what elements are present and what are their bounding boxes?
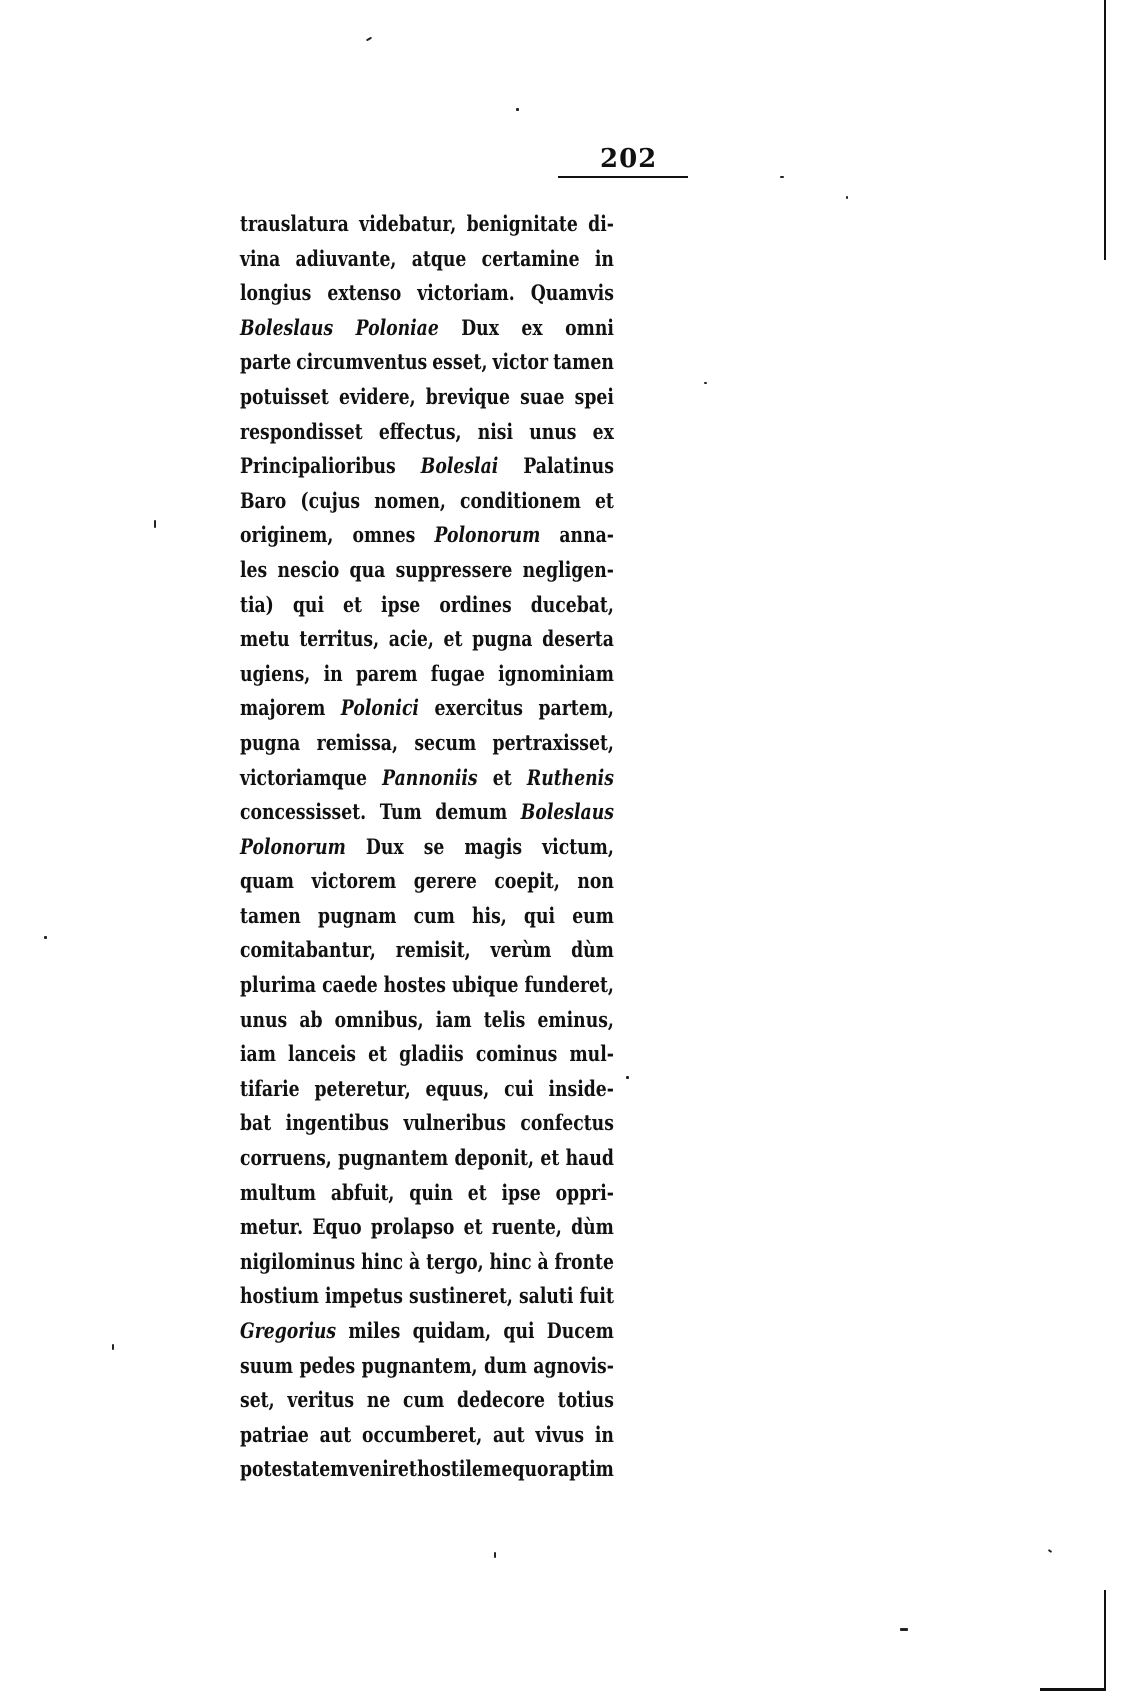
word: trauslatura	[240, 211, 349, 236]
word: exercitus	[434, 695, 523, 721]
word: dedecore	[457, 1387, 546, 1413]
word: telis	[483, 1006, 526, 1032]
word: magis	[464, 833, 523, 859]
word: in	[594, 245, 614, 271]
word: Quamvis	[530, 280, 614, 306]
text-line	[240, 345, 614, 380]
text-line	[240, 207, 614, 242]
word: equus,	[425, 1075, 490, 1101]
word: et	[343, 591, 362, 617]
word: hinc	[489, 1248, 532, 1274]
word: caede	[322, 972, 378, 998]
word: occumberet,	[362, 1421, 483, 1447]
word: mul-	[569, 1041, 614, 1067]
word: ruente,	[491, 1214, 562, 1240]
word: in	[323, 660, 343, 686]
word: oppri-	[555, 1179, 614, 1205]
word: aut	[492, 1421, 525, 1447]
word: deponit,	[454, 1145, 535, 1171]
word: atque	[411, 245, 467, 271]
word: Principalioribus	[240, 453, 396, 479]
text-line	[240, 864, 614, 899]
word: pugnantem,	[361, 1352, 478, 1378]
word: adiuvante,	[295, 245, 397, 271]
text-line	[240, 1418, 614, 1453]
word: patriae	[240, 1421, 309, 1447]
word: tia)	[240, 591, 274, 617]
text-line	[240, 761, 614, 796]
word: dum	[484, 1352, 527, 1378]
word: abfuit,	[330, 1179, 395, 1205]
scan-speck	[626, 1076, 629, 1079]
page-number: 202	[600, 144, 658, 174]
word: suppressere	[395, 556, 513, 582]
word: negligen-	[522, 556, 614, 582]
text-line	[240, 449, 614, 484]
word: concessisset.	[240, 799, 367, 825]
word: et	[594, 487, 614, 513]
word: raptim	[548, 1456, 614, 1482]
word: victoriam.	[417, 280, 515, 306]
italic-word: Polonorum	[240, 833, 346, 859]
word: partem,	[538, 695, 614, 721]
word: nomen,	[374, 487, 446, 513]
word: iam	[240, 1041, 276, 1067]
word: ex	[521, 314, 543, 340]
scan-speck	[154, 520, 156, 528]
word: gerere	[413, 868, 477, 894]
text-line	[240, 1349, 614, 1384]
word: parem	[355, 660, 418, 686]
text-line	[240, 242, 614, 277]
word: benignitate	[466, 211, 578, 236]
word: pugnam	[317, 902, 397, 928]
text-line	[240, 622, 614, 657]
word: Dux	[461, 314, 499, 340]
word: omnibus,	[334, 1006, 424, 1032]
scan-speck	[704, 382, 707, 384]
word: Dux	[365, 833, 404, 859]
word: territus,	[299, 626, 380, 652]
text-line	[240, 657, 614, 692]
word: prolapso	[370, 1214, 455, 1240]
scan-speck	[366, 37, 372, 42]
word: agnovis-	[533, 1352, 614, 1378]
word: les	[240, 556, 268, 582]
word: circumventus	[296, 349, 428, 375]
italic-word: Polonorum	[434, 522, 541, 548]
word: omni	[565, 314, 614, 340]
word: et	[467, 1179, 487, 1205]
word: hinc	[361, 1248, 404, 1274]
text-line	[240, 311, 614, 346]
word: Equo	[312, 1214, 362, 1240]
word: Palatinus	[523, 453, 614, 479]
word: tifarie	[240, 1075, 300, 1101]
text-line	[240, 933, 614, 968]
italic-word: Boleslaus	[520, 799, 614, 825]
word: longius	[240, 280, 312, 306]
text-line	[240, 1314, 614, 1349]
text-line	[240, 518, 614, 553]
word: potestatem	[240, 1456, 349, 1482]
word: cum	[403, 1387, 445, 1413]
word: non	[577, 868, 614, 894]
word: à	[537, 1248, 549, 1274]
text-line	[240, 1383, 614, 1418]
italic-word: Ruthenis	[526, 764, 614, 790]
italic-word: Pannoniis	[382, 764, 478, 790]
word: gladiis	[399, 1041, 464, 1067]
word: et	[443, 626, 463, 652]
scan-speck	[516, 108, 519, 111]
word: qui	[523, 902, 556, 928]
word: cui	[504, 1075, 534, 1101]
word: vina	[240, 245, 281, 271]
word: unus	[240, 1006, 288, 1032]
word: peteretur,	[314, 1075, 411, 1101]
word: eminus,	[537, 1006, 614, 1032]
word: veritus	[287, 1387, 355, 1413]
word: ab	[299, 1006, 323, 1032]
text-line	[240, 1106, 614, 1141]
text-line	[240, 1210, 614, 1245]
word: fuit	[579, 1283, 614, 1309]
word: his,	[472, 902, 507, 928]
word: quin	[409, 1179, 453, 1205]
word: nescio	[277, 556, 340, 582]
word: tamen	[553, 349, 614, 375]
scan-edge-line	[1104, 0, 1106, 260]
scan-speck	[112, 1344, 114, 1350]
word: (cujus	[300, 487, 361, 513]
word: à	[409, 1248, 421, 1274]
text-line	[240, 1141, 614, 1176]
word: totius	[557, 1387, 614, 1413]
word: esset,	[432, 349, 488, 375]
italic-word: Polonici	[340, 695, 419, 721]
word: cum	[413, 902, 455, 928]
word: ubique	[451, 972, 519, 998]
word: pugna	[240, 729, 301, 755]
italic-word: Poloniae	[355, 314, 439, 340]
word: unus	[529, 418, 577, 444]
word: extenso	[327, 280, 402, 306]
word: bat	[240, 1110, 272, 1136]
word: pugnantem	[338, 1145, 449, 1171]
word: comitabantur,	[240, 937, 376, 963]
text-line	[240, 1072, 614, 1107]
word: dùm	[571, 937, 614, 963]
italic-word: Boleslaus	[240, 314, 334, 340]
word: anna-	[559, 522, 614, 548]
word: impetus	[325, 1283, 403, 1309]
word: majorem	[240, 695, 326, 721]
text-line	[240, 1452, 614, 1487]
word: hostes	[383, 972, 446, 998]
scan-speck	[44, 936, 47, 939]
word: ducebat,	[530, 591, 614, 617]
word: pugna	[472, 626, 533, 652]
word: Tum	[379, 799, 422, 825]
text-line	[240, 1176, 614, 1211]
scan-speck	[846, 196, 848, 199]
word: victor	[492, 349, 549, 375]
word: ugiens,	[240, 660, 311, 686]
word: remissa,	[316, 729, 398, 755]
word: verùm	[490, 937, 552, 963]
word: ipse	[381, 591, 421, 617]
word: se	[423, 833, 445, 859]
word: coepit,	[494, 868, 560, 894]
word: originem,	[240, 522, 334, 548]
word: et	[463, 1214, 483, 1240]
word: di-	[588, 211, 614, 236]
word: deserta	[542, 626, 614, 652]
word: nigilominus	[240, 1248, 356, 1274]
text-line	[240, 484, 614, 519]
scan-edge-line	[1104, 1590, 1106, 1690]
text-line	[240, 691, 614, 726]
text-line	[240, 276, 614, 311]
word: haud	[565, 1145, 614, 1171]
body-text	[240, 207, 614, 1487]
word: remisit,	[395, 937, 471, 963]
word: corruens,	[240, 1145, 332, 1171]
word: nisi	[477, 418, 514, 444]
word: suum	[240, 1352, 293, 1378]
text-line	[240, 1279, 614, 1314]
word: et	[368, 1041, 388, 1067]
word: fugae	[430, 660, 485, 686]
word: et	[540, 1145, 560, 1171]
text-line	[240, 1245, 614, 1280]
word: veniret	[348, 1456, 417, 1482]
word: ingentibus	[285, 1110, 389, 1136]
word: acie,	[388, 626, 434, 652]
text-line	[240, 588, 614, 623]
word: sustineret,	[409, 1283, 513, 1309]
word: demum	[435, 799, 508, 825]
text-line	[240, 726, 614, 761]
word: ignominiam	[498, 660, 614, 686]
italic-word: Gregorius	[240, 1318, 337, 1343]
word: fronte	[554, 1248, 614, 1274]
word: spei	[574, 383, 614, 409]
text-line	[240, 899, 614, 934]
word: metur.	[240, 1214, 304, 1240]
word: vivus	[535, 1421, 585, 1447]
word: victum,	[542, 833, 614, 859]
word: qua	[349, 556, 386, 582]
word: confectus	[520, 1110, 614, 1136]
word: certamine	[481, 245, 580, 271]
word: multum	[240, 1179, 316, 1205]
word: dùm	[571, 1214, 614, 1240]
word: funderet,	[524, 972, 614, 998]
italic-word: Boleslai	[420, 453, 499, 479]
word: videbatur,	[359, 211, 457, 236]
word: set,	[240, 1387, 275, 1413]
word: cominus	[475, 1041, 558, 1067]
word: pertraxisset,	[492, 729, 614, 755]
word: quidam,	[412, 1318, 492, 1343]
word: quam	[240, 868, 294, 894]
word: eum	[572, 902, 614, 928]
word: Ducem	[546, 1318, 614, 1343]
text-line	[240, 380, 614, 415]
text-line	[240, 553, 614, 588]
word: saluti	[518, 1283, 574, 1309]
word: ordines	[439, 591, 512, 617]
scan-speck	[494, 1552, 496, 1558]
word: in	[594, 1421, 614, 1447]
text-line	[240, 1003, 614, 1038]
text-line	[240, 415, 614, 450]
word: secum	[414, 729, 477, 755]
word: evidere,	[339, 383, 416, 409]
word: inside-	[548, 1075, 614, 1101]
word: respondisset	[240, 418, 363, 444]
word: Baro	[240, 487, 287, 513]
word: hostilem	[417, 1456, 502, 1482]
word: suae	[520, 383, 565, 409]
scan-edge-mark	[1040, 1688, 1106, 1691]
word: parte	[240, 349, 292, 375]
word: miles	[348, 1318, 401, 1343]
word: tamen	[240, 902, 301, 928]
text-line	[240, 795, 614, 830]
word: brevique	[425, 383, 510, 409]
word: potuisset	[240, 383, 329, 409]
word: ex	[592, 418, 614, 444]
text-line	[240, 1037, 614, 1072]
word: qui	[292, 591, 324, 617]
word: vulneribus	[403, 1110, 506, 1136]
word: lanceis	[288, 1041, 356, 1067]
word: plurima	[240, 972, 317, 998]
scan-speck	[900, 1628, 908, 1631]
word: ne	[366, 1387, 391, 1413]
scan-speck	[780, 176, 784, 178]
scan-speck	[1048, 1549, 1052, 1553]
word: metu	[240, 626, 290, 652]
header-rule	[558, 176, 688, 178]
word: victoriamque	[240, 764, 367, 790]
word: equo	[501, 1456, 549, 1482]
word: ipse	[501, 1179, 541, 1205]
text-line	[240, 830, 614, 865]
word: qui	[503, 1318, 535, 1343]
word: pedes	[299, 1352, 356, 1378]
word: conditionem	[460, 487, 581, 513]
word: et	[492, 764, 512, 790]
word: victorem	[311, 868, 397, 894]
word: aut	[319, 1421, 352, 1447]
word: omnes	[352, 522, 416, 548]
word: hostium	[240, 1283, 319, 1309]
word: effectus,	[378, 418, 462, 444]
text-line	[240, 968, 614, 1003]
word: tergo,	[426, 1248, 484, 1274]
word: iam	[435, 1006, 472, 1032]
